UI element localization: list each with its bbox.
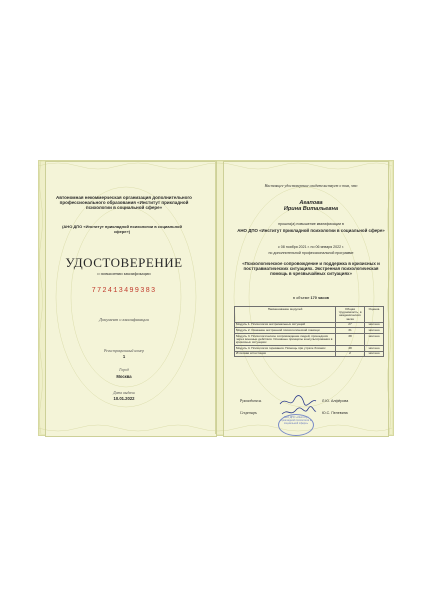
col-header-hours: Общая трудоемкость, в академических часах — [336, 307, 365, 323]
volume-value: 170 часов — [310, 296, 329, 300]
module-name: Модуль 2. Оказание экстренной психологической помощи — [235, 328, 336, 334]
reg-number-label: Регистрационный номер — [104, 349, 144, 353]
module-hours: 2 — [336, 351, 365, 357]
organization-stamp: АНО ДПО «Институт прикладной психологии в социальной сфере» — [278, 414, 314, 436]
module-grade: зачтено — [365, 328, 384, 334]
program-title: «Психологическое сопровождение и поддержка в кризисных и посттравматических ситуациях. Экстренная психологическая помощь в чрезвычайных ситуациях» — [242, 261, 380, 277]
module-name: Модуль 4. Психология горевания. Помощь при утрате близких — [235, 346, 336, 352]
issue-date-value: 10.01.2022 — [113, 396, 135, 401]
reg-number-value: 1 — [122, 354, 126, 359]
modules-table — [234, 306, 384, 357]
table-row — [235, 333, 384, 345]
passed-text: прошла(а) повышение квалификации в — [278, 222, 344, 226]
city-value: Москва — [116, 374, 132, 379]
col-header-module: Наименование модулей — [235, 307, 336, 323]
org-full-name: Автономная некоммерческая организация дополнительного профессионального образования «Институт прикладной психологии в социальной сфере» — [56, 195, 192, 211]
document-subtitle: о повышении квалификации — [97, 271, 151, 276]
document-title: УДОСТОВЕРЕНИЕ — [65, 255, 183, 270]
module-hours: 48 — [336, 346, 365, 352]
secretary-name: Ю.С. Пелевина — [322, 411, 348, 415]
module-grade: зачтено — [365, 346, 384, 352]
module-hours: 31 — [336, 328, 365, 334]
table-header-row — [235, 307, 384, 323]
org-short-name: (АНО ДПО «Институт прикладной психологии в социальной сфере») — [62, 224, 182, 234]
fold-divider — [215, 160, 216, 434]
program-label: по дополнительной профессиональной программе — [268, 251, 354, 255]
table-row — [235, 351, 384, 357]
document-number: 772413499383 — [91, 287, 157, 295]
module-name: Модуль 1. Психология экстремальных ситуаций — [235, 322, 336, 328]
volume-prefix: в объеме — [293, 296, 310, 300]
head-label: Руководитель — [240, 399, 262, 403]
recipient-name — [236, 200, 386, 213]
module-grade: зачтено — [365, 322, 384, 328]
module-hours: 38 — [336, 333, 365, 345]
head-name: Л.Ю. Алфёрова — [322, 399, 349, 403]
module-name: Модуль 3. Психологическое сопровождение людей, прошедших через военные действия. Основные принципы консультирования в кризисных ситуациях — [235, 333, 336, 345]
document-type: Документ о квалификации — [99, 317, 149, 322]
city-label: Город — [119, 368, 129, 372]
intro-text: Настоящее удостоверение свидетельствует о том, что — [264, 184, 358, 188]
module-grade: зачтено — [365, 351, 384, 357]
module-name: Итоговая аттестация — [235, 351, 336, 357]
recipient-given-names: Ирина Витальевна — [283, 206, 339, 213]
module-hours: 27 — [336, 322, 365, 328]
org-name-right: АНО ДПО «Институт прикладной психологии в социальной сфере» — [237, 228, 385, 233]
volume-text — [236, 296, 386, 300]
recipient-surname: Агапова — [299, 200, 323, 206]
secretary-label: Секретарь — [240, 411, 257, 415]
module-grade: зачтено — [365, 333, 384, 345]
training-dates: с 08 ноября 2021 г. по 06 января 2022 г. — [277, 245, 345, 249]
issue-date-label: Дата выдачи — [113, 391, 135, 395]
col-header-grade: Оценка — [365, 307, 384, 323]
